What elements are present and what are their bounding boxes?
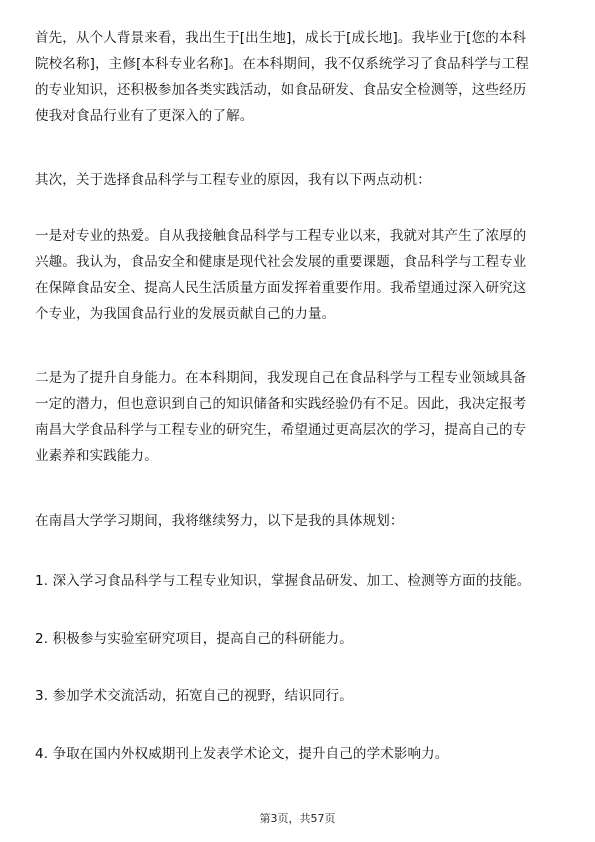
text-line: 业素养和实践能力。 — [35, 448, 158, 464]
text-line: 在南昌大学学习期间，我将继续努力，以下是我的具体规划： — [35, 513, 404, 529]
paragraph-motivation-one — [35, 223, 565, 327]
paragraph-plan-intro — [35, 508, 565, 534]
plan-item-1 — [35, 568, 565, 594]
text-line: 2. 积极参与实验室研究项目，提高自己的科研能力。 — [35, 631, 353, 647]
text-line: 在保障食品安全、提高人民生活质量方面发挥着重要作用。我希望通过深入研究这 — [35, 280, 527, 296]
text-line: 首先，从个人背景来看，我出生于[出生地]，成长于[成长地]。我毕业于[您的本科 — [35, 30, 527, 46]
text-line: 一是对专业的热爱。自从我接触食品科学与工程专业以来，我就对其产生了浓厚的 — [35, 228, 527, 244]
text-line: 的专业知识，还积极参加各类实践活动，如食品研发、食品安全检测等，这些经历 — [35, 82, 527, 98]
text-line: 3. 参加学术交流活动，拓宽自己的视野，结识同行。 — [35, 688, 353, 704]
plan-item-2 — [35, 626, 565, 652]
plan-item-4 — [35, 741, 565, 767]
text-line: 兴趣。我认为，食品安全和健康是现代社会发展的重要课题，食品科学与工程专业 — [35, 254, 527, 270]
plan-item-3 — [35, 683, 565, 709]
text-line: 其次，关于选择食品科学与工程专业的原因，我有以下两点动机： — [35, 172, 431, 188]
text-line: 个专业，为我国食品行业的发展贡献自己的力量。 — [35, 306, 336, 322]
text-line: 一定的潜力，但也意识到自己的知识储备和实践经验仍有不足。因此，我决定报考 — [35, 396, 527, 412]
text-line: 院校名称]，主修[本科专业名称]。在本科期间，我不仅系统学习了食品科学与工程 — [35, 56, 529, 72]
text-line: 二是为了提升自身能力。在本科期间，我发现自己在食品科学与工程专业领域具备 — [35, 370, 527, 386]
text-line: 4. 争取在国内外权威期刊上发表学术论文，提升自己的学术影响力。 — [35, 746, 449, 762]
paragraph-motivation-two — [35, 365, 565, 469]
text-line: 南昌大学食品科学与工程专业的研究生，希望通过更高层次的学习，提高自己的专 — [35, 422, 527, 438]
paragraph-background — [35, 25, 565, 129]
page-number-footer: 第3页，共57页 — [259, 812, 336, 825]
paragraph-motivation-intro — [35, 167, 565, 193]
text-line: 1. 深入学习食品科学与工程专业知识，掌握食品研发、加工、检测等方面的技能。 — [35, 573, 531, 589]
text-line: 使我对食品行业有了更深入的了解。 — [35, 108, 254, 124]
